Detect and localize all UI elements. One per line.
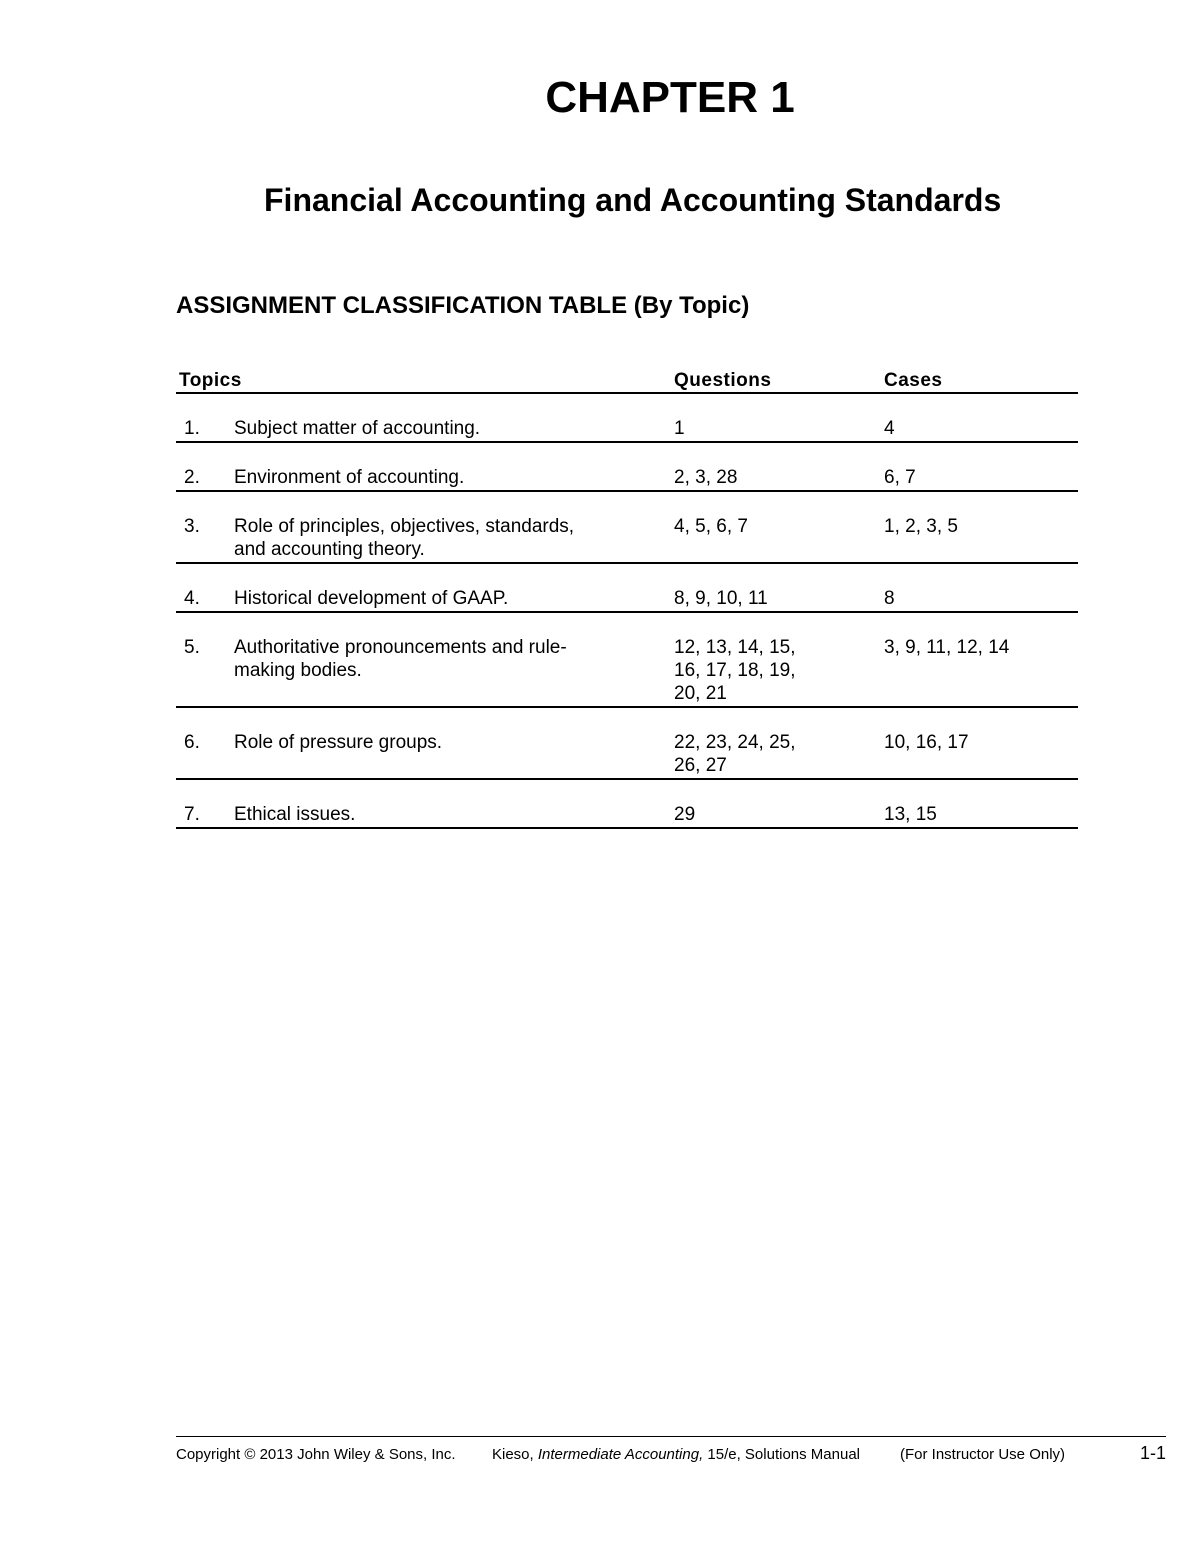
row-topic-line: Environment of accounting.	[234, 467, 465, 488]
table-row	[176, 417, 1078, 442]
row-spacer	[176, 612, 1078, 636]
row-number: 6.	[176, 731, 234, 779]
row-cases	[884, 466, 1078, 491]
row-spacer-cell	[176, 442, 1078, 466]
table-row	[176, 636, 1078, 707]
row-topic-line: Historical development of GAAP.	[234, 588, 509, 609]
page-footer	[176, 1436, 1166, 1463]
chapter-heading: CHAPTER 1	[545, 73, 795, 122]
row-number: 7.	[176, 803, 234, 828]
table-heading: ASSIGNMENT CLASSIFICATION TABLE (By Topic)	[176, 292, 750, 319]
row-spacer	[176, 491, 1078, 515]
table-header-row	[176, 366, 1078, 393]
header-cases: Cases	[884, 366, 1078, 393]
row-topic-line: Role of principles, objectives, standards,	[234, 516, 575, 537]
row-spacer	[176, 442, 1078, 466]
page-number: 1-1	[1139, 1443, 1166, 1463]
row-cases	[884, 731, 1078, 779]
row-topic-line: Ethical issues.	[234, 804, 356, 825]
table-body	[176, 393, 1078, 828]
row-topic	[234, 803, 674, 828]
row-number: 3.	[176, 515, 234, 563]
row-spacer-cell	[176, 491, 1078, 515]
footer-edition: 15/e, Solutions Manual	[703, 1446, 861, 1463]
row-topic-line: Subject matter of accounting.	[234, 418, 481, 439]
row-questions-line: 22, 23, 24, 25,	[674, 732, 796, 753]
footer-book-reference	[492, 1445, 860, 1465]
row-topic	[234, 466, 674, 491]
row-cases	[884, 636, 1078, 707]
row-questions-line: 16, 17, 18, 19,	[674, 660, 796, 681]
row-questions	[674, 636, 884, 707]
row-spacer-cell	[176, 707, 1078, 731]
row-topic-line: and accounting theory.	[234, 539, 425, 560]
row-topic-line: making bodies.	[234, 660, 362, 681]
footer-author: Kieso,	[492, 1446, 538, 1463]
row-questions	[674, 466, 884, 491]
row-cases-line: 1, 2, 3, 5	[884, 516, 958, 537]
row-cases-line: 13, 15	[884, 804, 937, 825]
row-questions	[674, 515, 884, 563]
row-questions-line: 12, 13, 14, 15,	[674, 637, 796, 658]
row-questions-line: 2, 3, 28	[674, 467, 738, 488]
row-questions-line: 4, 5, 6, 7	[674, 516, 748, 537]
row-questions-line: 20, 21	[674, 683, 727, 704]
header-topics: Topics	[176, 366, 674, 393]
footer-book-title: Intermediate Accounting,	[537, 1446, 704, 1463]
row-spacer-cell	[176, 563, 1078, 587]
footer-copyright: Copyright © 2013 John Wiley & Sons, Inc.	[176, 1446, 456, 1463]
table-row	[176, 515, 1078, 563]
chapter-title: Financial Accounting and Accounting Standards	[264, 182, 1002, 218]
row-cases	[884, 587, 1078, 612]
row-cases	[884, 803, 1078, 828]
assignment-classification-table	[176, 366, 1078, 829]
row-number: 1.	[176, 417, 234, 442]
row-topic	[234, 515, 674, 563]
row-questions-line: 1	[674, 418, 685, 439]
row-spacer-cell	[176, 393, 1078, 417]
row-questions	[674, 587, 884, 612]
row-spacer-cell	[176, 612, 1078, 636]
row-cases	[884, 515, 1078, 563]
row-topic	[234, 587, 674, 612]
row-topic-line: Role of pressure groups.	[234, 732, 443, 753]
row-cases-line: 3, 9, 11, 12, 14	[884, 637, 1010, 658]
row-topic	[234, 417, 674, 442]
row-number: 4.	[176, 587, 234, 612]
table-row	[176, 587, 1078, 612]
row-cases-line: 6, 7	[884, 467, 916, 488]
row-cases-line: 4	[884, 418, 895, 439]
table-row	[176, 466, 1078, 491]
row-cases-line: 10, 16, 17	[884, 732, 969, 753]
footer-instructor-note: (For Instructor Use Only)	[900, 1446, 1066, 1463]
row-spacer	[176, 779, 1078, 803]
row-topic	[234, 636, 674, 707]
row-questions	[674, 731, 884, 779]
row-spacer	[176, 563, 1078, 587]
row-topic-line: Authoritative pronouncements and rule-	[234, 637, 567, 658]
row-questions-line: 29	[674, 804, 696, 825]
table-row	[176, 803, 1078, 828]
row-questions	[674, 803, 884, 828]
row-questions-line: 8, 9, 10, 11	[674, 588, 768, 609]
row-spacer	[176, 393, 1078, 417]
header-questions: Questions	[674, 366, 884, 393]
row-spacer-cell	[176, 779, 1078, 803]
table-row	[176, 731, 1078, 779]
row-cases	[884, 417, 1078, 442]
row-number: 2.	[176, 466, 234, 491]
row-questions-line: 26, 27	[674, 755, 727, 776]
row-cases-line: 8	[884, 588, 895, 609]
row-spacer	[176, 707, 1078, 731]
row-questions	[674, 417, 884, 442]
row-topic	[234, 731, 674, 779]
row-number: 5.	[176, 636, 234, 707]
